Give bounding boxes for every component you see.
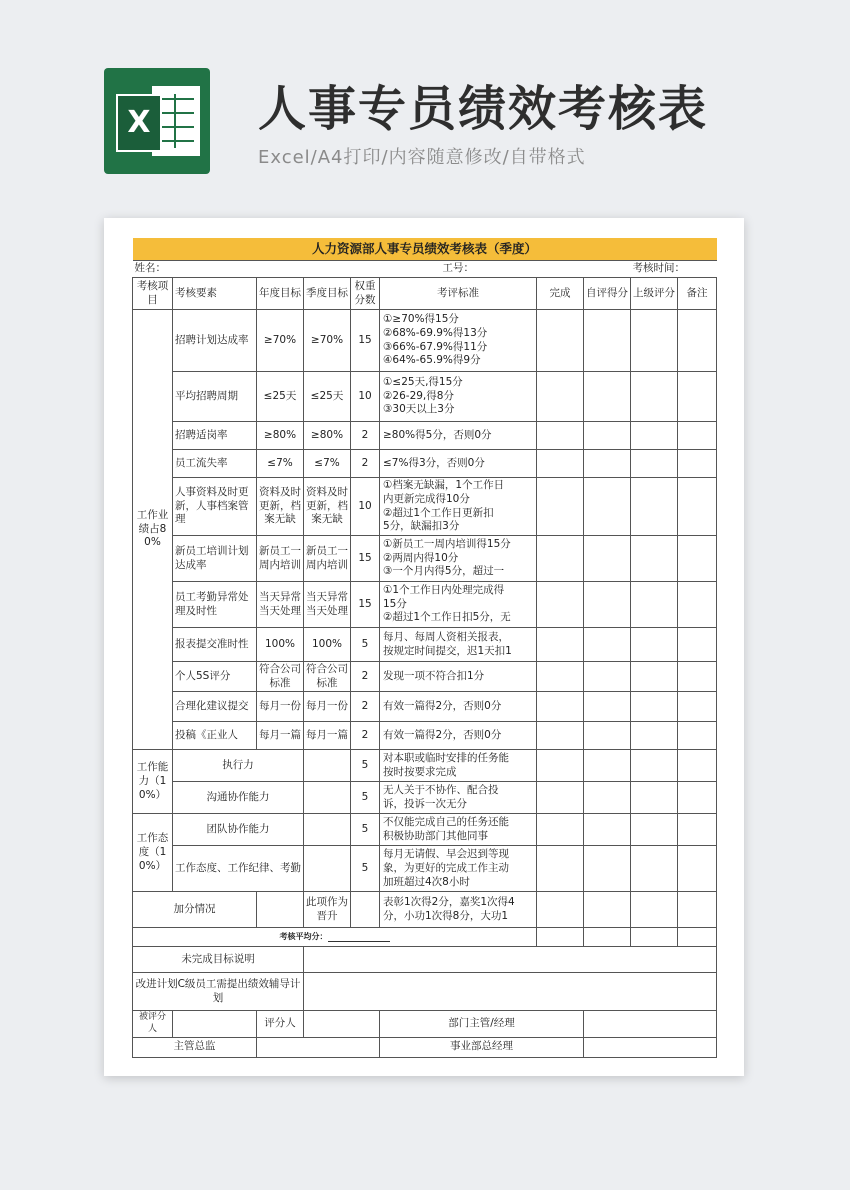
quarter-target: ≥80%: [304, 422, 351, 450]
supervisor-label: 主管总监: [133, 1037, 257, 1057]
standard-line: ①≥70%得15分: [383, 313, 459, 326]
division-gm-label: 事业部总经理: [380, 1037, 584, 1057]
header-cell: 权重分数: [351, 278, 380, 310]
cell-superior[interactable]: [631, 628, 678, 662]
standard-line: 分，小功1次得8分，大功1: [383, 909, 509, 922]
standard-line: 象，为更好的完成工作主动: [383, 861, 509, 874]
cell-superior[interactable]: [631, 814, 678, 846]
cell-self[interactable]: [584, 846, 631, 892]
standard-line: 按规定时间提交，迟1天扣1: [383, 644, 512, 657]
time-label[interactable]: 考核时间：: [631, 261, 717, 278]
weight-cell: 2: [351, 422, 380, 450]
cell-self[interactable]: [584, 750, 631, 782]
bonus-standard: [380, 892, 537, 928]
section-work-performance: 工作业绩占80%: [133, 310, 173, 750]
cell-done[interactable]: [537, 846, 584, 892]
cell-done[interactable]: [537, 662, 584, 692]
cell-superior[interactable]: [631, 422, 678, 450]
cell-remark[interactable]: [678, 536, 717, 582]
standard-line: 不仅能完成自己的任务还能: [383, 816, 509, 829]
standard-line: ①档案无缺漏，1个工作日: [383, 479, 505, 492]
bonus-quarter: 此项作为晋升: [304, 892, 351, 928]
item-cell: 招聘计划达成率: [173, 310, 257, 372]
quarter-target: 新员工一周内培训: [304, 536, 351, 582]
quarter-target: ≤7%: [304, 450, 351, 478]
table-row: [133, 814, 717, 846]
item-cell: 招聘适岗率: [173, 422, 257, 450]
page-title: 人事专员绩效考核表: [258, 81, 709, 137]
table-row: [133, 478, 717, 536]
header-cell: 自评得分: [584, 278, 631, 310]
quarter-target: 当天异常当天处理: [304, 582, 351, 628]
avg-cell[interactable]: [631, 928, 678, 947]
cell-superior[interactable]: [631, 722, 678, 750]
weight-cell: 2: [351, 450, 380, 478]
dept-mgr-sign[interactable]: [584, 1011, 717, 1037]
quarter-target[interactable]: [304, 750, 351, 782]
table-row: [133, 450, 717, 478]
cell-self[interactable]: [584, 372, 631, 422]
cell-done[interactable]: [537, 450, 584, 478]
standard-line: ≤7%得3分，否则0分: [383, 456, 485, 469]
unfinished-row: [133, 947, 717, 973]
annual-target: ≤7%: [257, 450, 304, 478]
weight-cell: 15: [351, 310, 380, 372]
table-row: [133, 536, 717, 582]
standard-cell: [380, 722, 537, 750]
weight-cell: 5: [351, 782, 380, 814]
evaluatee-label: 被评分人: [133, 1011, 173, 1037]
avg-cell[interactable]: [678, 928, 717, 947]
cell-done[interactable]: [537, 582, 584, 628]
standard-line: ②68%-69.9%得13分: [383, 326, 488, 339]
sheet-title-row: [133, 238, 717, 261]
unfinished-label: 未完成目标说明: [133, 947, 304, 973]
table-row: [133, 662, 717, 692]
standard-cell: [380, 450, 537, 478]
spreadsheet-preview: [104, 218, 744, 1076]
cell-done[interactable]: [537, 814, 584, 846]
standard-line: ①1个工作日内处理完成得: [383, 584, 505, 597]
cell-done[interactable]: [537, 536, 584, 582]
dept-mgr-label: 部门主管/经理: [380, 1011, 584, 1037]
item-cell: 执行力: [173, 750, 304, 782]
annual-target: ≥80%: [257, 422, 304, 450]
standard-line: ②两周内得10分: [383, 551, 459, 564]
cell-superior[interactable]: [631, 692, 678, 722]
standard-line: 每月、每周人资相关报表，: [383, 630, 509, 643]
weight-cell: 5: [351, 814, 380, 846]
header-cell: 完成: [537, 278, 584, 310]
cell-superior[interactable]: [631, 846, 678, 892]
cell-superior[interactable]: [631, 478, 678, 536]
cell-self[interactable]: [584, 782, 631, 814]
name-label[interactable]: 姓名：: [133, 261, 351, 278]
weight-cell: 2: [351, 722, 380, 750]
standard-line: ②超过1个工作日扣5分，无: [383, 611, 511, 624]
standard-cell: [380, 422, 537, 450]
item-cell: 员工流失率: [173, 450, 257, 478]
cell-remark[interactable]: [678, 782, 717, 814]
excel-x-letter: X: [116, 94, 162, 152]
header-cell: 季度目标: [304, 278, 351, 310]
cell-superior[interactable]: [631, 892, 678, 928]
standard-line: 表彰1次得2分，嘉奖1次得4: [383, 896, 515, 909]
standard-line: 发现一项不符合扣1分: [383, 669, 485, 682]
cell-superior[interactable]: [631, 450, 678, 478]
cell-done[interactable]: [537, 692, 584, 722]
standard-cell: [380, 536, 537, 582]
improve-input[interactable]: [304, 973, 717, 1011]
cell-superior[interactable]: [631, 582, 678, 628]
weight-cell: 2: [351, 692, 380, 722]
weight-cell: 5: [351, 846, 380, 892]
table-row: [133, 722, 717, 750]
weight-cell: 10: [351, 372, 380, 422]
standard-line: 按时按要求完成: [383, 765, 457, 778]
cell-done[interactable]: [537, 782, 584, 814]
standard-cell: [380, 478, 537, 536]
quarter-target: 每月一篇: [304, 722, 351, 750]
item-cell: 报表提交准时性: [173, 628, 257, 662]
standard-line: 15分: [383, 597, 407, 610]
average-row: [133, 928, 717, 947]
annual-target: 新员工一周内培训: [257, 536, 304, 582]
weight-cell: 10: [351, 478, 380, 536]
cell-remark[interactable]: [678, 310, 717, 372]
cell-done[interactable]: [537, 478, 584, 536]
avg-cell[interactable]: [584, 928, 631, 947]
ability-body: [133, 750, 717, 814]
standard-cell: [380, 750, 537, 782]
item-cell: 沟通协作能力: [173, 782, 304, 814]
standard-cell: [380, 372, 537, 422]
quarter-target: 符合公司标准: [304, 662, 351, 692]
table-row: [133, 582, 717, 628]
table-row: [133, 846, 717, 892]
work-performance-body: [133, 310, 717, 750]
standard-line: ④64%-65.9%得9分: [383, 354, 481, 367]
standard-cell: [380, 582, 537, 628]
standard-cell: [380, 846, 537, 892]
sheet-title: 人力资源部人事专员绩效考核表（季度）: [133, 238, 717, 261]
cell-self[interactable]: [584, 478, 631, 536]
header-cell: 上级评分: [631, 278, 678, 310]
evaluator-sign[interactable]: [304, 1011, 380, 1037]
id-label[interactable]: 工号：: [351, 261, 631, 278]
cell-remark[interactable]: [678, 628, 717, 662]
appraisal-table: [132, 238, 717, 1058]
standard-line: 内更新完成得10分: [383, 492, 470, 505]
cell-superior[interactable]: [631, 750, 678, 782]
standard-line: 加班超过4次8小时: [383, 875, 470, 888]
quarter-target[interactable]: [304, 846, 351, 892]
section-attitude: 工作态度（10%）: [133, 814, 173, 892]
standard-cell: [380, 814, 537, 846]
cell-done[interactable]: [537, 310, 584, 372]
annual-target: 当天异常当天处理: [257, 582, 304, 628]
cell-self[interactable]: [584, 310, 631, 372]
sign-row-1: [133, 1011, 717, 1037]
bonus-weight[interactable]: [351, 892, 380, 928]
standard-cell: [380, 310, 537, 372]
standard-line: ②超过1个工作日更新扣: [383, 506, 494, 519]
cell-done[interactable]: [537, 422, 584, 450]
section-ability: 工作能力（10%）: [133, 750, 173, 814]
weight-cell: 2: [351, 662, 380, 692]
standard-line: ①≤25天,得15分: [383, 376, 463, 389]
bonus-annual[interactable]: [257, 892, 304, 928]
cell-remark[interactable]: [678, 478, 717, 536]
weight-cell: 5: [351, 750, 380, 782]
standard-cell: [380, 692, 537, 722]
standard-cell: [380, 662, 537, 692]
bonus-row: [133, 892, 717, 928]
standard-line: ≥80%得5分，否则0分: [383, 428, 492, 441]
item-cell: 团队协作能力: [173, 814, 304, 846]
cell-self[interactable]: [584, 814, 631, 846]
cell-self[interactable]: [584, 662, 631, 692]
bonus-item: 加分情况: [133, 892, 257, 928]
cell-remark[interactable]: [678, 814, 717, 846]
standard-line: ②26-29,得8分: [383, 389, 454, 402]
standard-line: 有效一篇得2分，否则0分: [383, 728, 502, 741]
improve-label: 改进计划C级员工需提出绩效辅导计划: [133, 973, 304, 1011]
quarter-target: 100%: [304, 628, 351, 662]
quarter-target: 资料及时更新，档案无缺: [304, 478, 351, 536]
cell-superior[interactable]: [631, 372, 678, 422]
cell-remark[interactable]: [678, 692, 717, 722]
evaluator-label: 评分人: [257, 1011, 304, 1037]
improve-row: [133, 973, 717, 1011]
table-row: [133, 310, 717, 372]
supervisor-sign[interactable]: [257, 1037, 380, 1057]
cell-superior[interactable]: [631, 310, 678, 372]
annual-target: ≤25天: [257, 372, 304, 422]
cell-self[interactable]: [584, 536, 631, 582]
cell-remark[interactable]: [678, 422, 717, 450]
standard-line: ①新员工一周内培训得15分: [383, 538, 511, 551]
cell-self[interactable]: [584, 450, 631, 478]
unfinished-input[interactable]: [304, 947, 717, 973]
avg-cell[interactable]: [537, 928, 584, 947]
header-cell: 年度目标: [257, 278, 304, 310]
info-row: [133, 261, 717, 278]
evaluatee-sign[interactable]: [173, 1011, 257, 1037]
page-subtitle: Excel/A4打印/内容随意修改/自带格式: [258, 147, 586, 168]
cell-remark[interactable]: [678, 372, 717, 422]
standard-line: 诉，投诉一次无分: [383, 797, 467, 810]
cell-superior[interactable]: [631, 536, 678, 582]
item-cell: 员工考勤异常处理及时性: [173, 582, 257, 628]
cell-remark[interactable]: [678, 750, 717, 782]
standard-line: ③30天以上3分: [383, 403, 455, 416]
cell-remark[interactable]: [678, 846, 717, 892]
cell-superior[interactable]: [631, 782, 678, 814]
quarter-target[interactable]: [304, 814, 351, 846]
table-row: [133, 372, 717, 422]
cell-self[interactable]: [584, 422, 631, 450]
cell-done[interactable]: [537, 722, 584, 750]
cell-remark[interactable]: [678, 662, 717, 692]
average-label: 考核平均分：: [279, 932, 328, 942]
annual-target: 每月一份: [257, 692, 304, 722]
header-cell: 考核要素: [173, 278, 257, 310]
standard-line: 每月无请假、早会迟到等现: [383, 848, 509, 861]
annual-target: 资料及时更新，档案无缺: [257, 478, 304, 536]
weight-cell: 5: [351, 628, 380, 662]
cell-self[interactable]: [584, 582, 631, 628]
item-cell: 投稿《正业人: [173, 722, 257, 750]
standard-cell: [380, 628, 537, 662]
quarter-target[interactable]: [304, 782, 351, 814]
excel-icon: [104, 68, 210, 174]
item-cell: 个人5S评分: [173, 662, 257, 692]
cell-superior[interactable]: [631, 662, 678, 692]
standard-line: 对本职或临时安排的任务能: [383, 752, 509, 765]
cell-self[interactable]: [584, 892, 631, 928]
cell-done[interactable]: [537, 372, 584, 422]
cell-self[interactable]: [584, 628, 631, 662]
cell-remark[interactable]: [678, 582, 717, 628]
quarter-target: 每月一份: [304, 692, 351, 722]
item-cell: 平均招聘周期: [173, 372, 257, 422]
header-cell: 考核项目: [133, 278, 173, 310]
standard-cell: [380, 782, 537, 814]
standard-line: 有效一篇得2分，否则0分: [383, 699, 502, 712]
annual-target: 符合公司标准: [257, 662, 304, 692]
cell-remark[interactable]: [678, 892, 717, 928]
table-row: [133, 782, 717, 814]
annual-target: 100%: [257, 628, 304, 662]
preview-header: [0, 0, 850, 200]
weight-cell: 15: [351, 536, 380, 582]
standard-line: ③一个月内得5分，超过一: [383, 565, 505, 578]
cell-done[interactable]: [537, 750, 584, 782]
quarter-target: ≥70%: [304, 310, 351, 372]
weight-cell: 15: [351, 582, 380, 628]
header-row: [133, 278, 717, 310]
cell-remark[interactable]: [678, 450, 717, 478]
standard-line: 5分，缺漏扣3分: [383, 520, 460, 533]
standard-line: ③66%-67.9%得11分: [383, 340, 488, 353]
cell-self[interactable]: [584, 692, 631, 722]
table-row: [133, 692, 717, 722]
cell-remark[interactable]: [678, 722, 717, 750]
header-cell: 考评标准: [380, 278, 537, 310]
item-cell: 新员工培训计划达成率: [173, 536, 257, 582]
average-score[interactable]: [133, 928, 537, 947]
standard-line: 无人关于不协作、配合投: [383, 784, 499, 797]
table-row: [133, 422, 717, 450]
table-row: [133, 628, 717, 662]
item-cell: 工作态度、工作纪律、考勤: [173, 846, 304, 892]
cell-done[interactable]: [537, 892, 584, 928]
annual-target: 每月一篇: [257, 722, 304, 750]
item-cell: 合理化建议提交: [173, 692, 257, 722]
division-gm-sign[interactable]: [584, 1037, 717, 1057]
cell-self[interactable]: [584, 722, 631, 750]
annual-target: ≥70%: [257, 310, 304, 372]
item-cell: 人事资料及时更新，人事档案管理: [173, 478, 257, 536]
quarter-target: ≤25天: [304, 372, 351, 422]
cell-done[interactable]: [537, 628, 584, 662]
standard-line: 积极协助部门其他同事: [383, 829, 488, 842]
header-cell: 备注: [678, 278, 717, 310]
sign-row-2: [133, 1037, 717, 1057]
table-row: [133, 750, 717, 782]
attitude-body: [133, 814, 717, 892]
